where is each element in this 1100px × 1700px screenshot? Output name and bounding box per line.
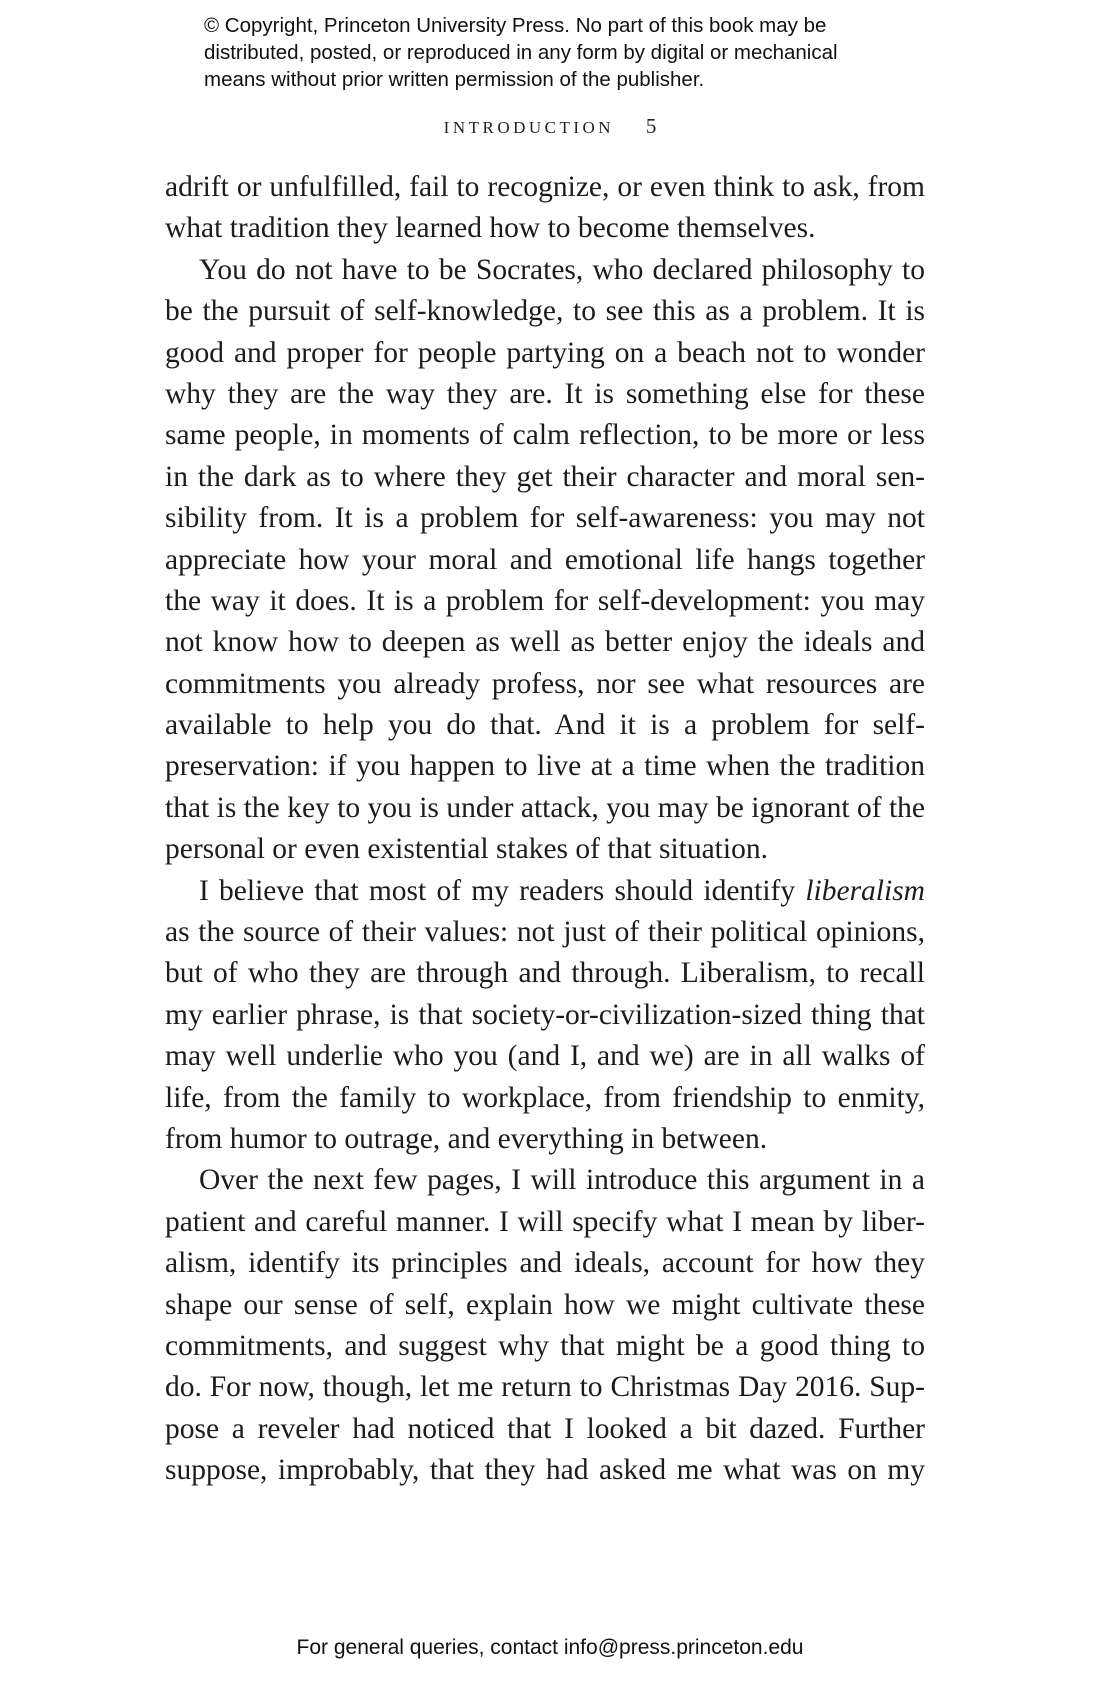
text-line <box>165 871 925 912</box>
text-line: pose a reveler had noticed that I looked a bit dazed. Further <box>165 1412 925 1445</box>
text-line: life, from the family to workplace, from friendship to enmity, <box>165 1081 925 1114</box>
text-line: the way it does. It is a problem for self-development: you may <box>165 584 925 617</box>
text-line: You do not have to be Socrates, who declared philosophy to <box>199 253 925 286</box>
text-line: good and proper for people partying on a beach not to wonder <box>165 336 925 369</box>
text-line: sibility from. It is a problem for self-awareness: you may not <box>165 502 925 535</box>
text-line: commitments, and suggest why that might be a good thing to <box>165 1329 925 1362</box>
running-head <box>0 114 1100 139</box>
copyright-line: means without prior written permission of the publisher. <box>204 68 705 91</box>
copyright-notice <box>204 12 924 93</box>
text-line: same people, in moments of calm reflection, to be more or less <box>165 419 925 452</box>
copyright-line: © Copyright, Princeton University Press. No part of this book may be <box>204 14 827 37</box>
text-line: suppose, improbably, that they had asked me what was on my <box>165 1454 925 1487</box>
running-head-title: INTRODUCTION <box>443 118 615 137</box>
text-line: what tradition they learned how to become themselves. <box>165 212 816 245</box>
text-line: adrift or unfulfilled, fail to recognize, or even think to ask, from <box>165 171 925 203</box>
page-number: 5 <box>645 114 657 138</box>
footer-contact: For general queries, contact info@press.princeton.edu <box>296 1636 804 1659</box>
text-line: why they are the way they are. It is something else for these <box>165 377 925 410</box>
copyright-line: distributed, posted, or reproduced in any form by digital or mechanical <box>204 41 838 64</box>
text-line: patient and careful manner. I will specify what I mean by liber- <box>165 1205 925 1238</box>
emphasis-term: liberalism <box>805 874 925 907</box>
text-line: from humor to outrage, and everything in between. <box>165 1122 768 1155</box>
text-line: alism, identify its principles and ideals, account for how they <box>165 1247 925 1280</box>
text-line: appreciate how your moral and emotional life hangs together <box>165 543 925 576</box>
text-line: may well underlie who you (and I, and we) are in all walks of <box>165 1040 925 1073</box>
text-line: my earlier phrase, is that society-or-civilization-sized thing that <box>165 998 925 1031</box>
body-text <box>165 167 925 1492</box>
text-line: be the pursuit of self-knowledge, to see this as a problem. It is <box>165 295 925 328</box>
text-line: Over the next few pages, I will introduce this argument in a <box>199 1164 925 1197</box>
text-line: not know how to deepen as well as better enjoy the ideals and <box>165 626 925 659</box>
text-line: in the dark as to where they get their character and moral sen- <box>165 460 925 493</box>
text-line: as the source of their values: not just of their political opinions, <box>165 916 925 949</box>
text-run: I believe that most of my readers should identify <box>199 874 806 907</box>
text-line: do. For now, though, let me return to Christmas Day 2016. Sup- <box>165 1371 925 1404</box>
text-line: available to help you do that. And it is a problem for self- <box>165 709 925 742</box>
text-line: but of who they are through and through. Liberalism, to recall <box>165 957 925 990</box>
text-line: that is the key to you is under attack, you may be ignorant of the <box>165 791 925 824</box>
text-line: preservation: if you happen to live at a time when the tradition <box>165 750 925 783</box>
text-line: personal or even existential stakes of that situation. <box>165 833 768 866</box>
text-line: commitments you already profess, nor see what resources are <box>165 667 925 700</box>
text-line: shape our sense of self, explain how we might cultivate these <box>165 1288 925 1321</box>
